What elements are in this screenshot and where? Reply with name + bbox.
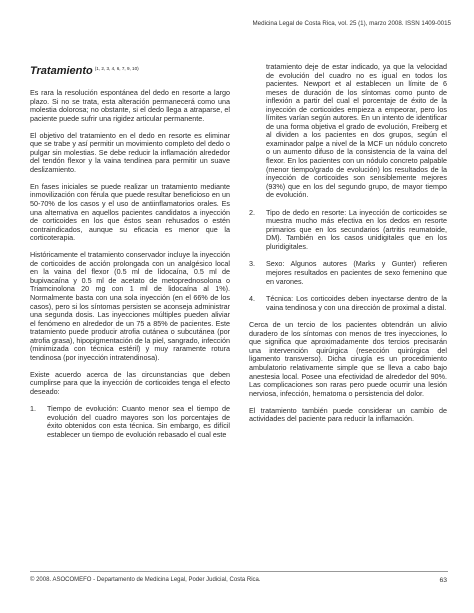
- paragraph-spontaneous-resolution: Es rara la resolución espontánea del dedo en resorte a largo plazo. Si no se trata, esta alteración permanecerá como una molestia dolorosa; no obstante, si el dedo llega a atraparse, el paciente puede sufrir una rigidez articular permanente.: [30, 88, 230, 123]
- footer-divider: [30, 571, 448, 572]
- right-column: [249, 63, 447, 432]
- section-title-references: (1, 2, 3, 4, 6, 7, 9, 10): [94, 66, 139, 71]
- left-column: [30, 62, 230, 448]
- conditions-list: [30, 405, 230, 439]
- section-title: [30, 62, 230, 78]
- list-item: [249, 260, 447, 286]
- list-item-number: 2.: [249, 207, 255, 217]
- list-item-continuation: tratamiento deje de estar indicado, ya que la velocidad de evolución del cuadro no es igual en todos los pacientes. Newport et al establecen un límite de 6 meses de duración de los síntomas como punto de inflexión a partir del cual el porcentaje de éxito de la inyección de corticoides empieza a empeorar, pero los límites varían según autores. En un intento de identificar de una forma objetiva el grado de evolución, Freiberg et al dividen a los pacientes en dos grupos, según el examinador palpe a nivel de la MCF un nódulo concreto o un aumento difuso de la consistencia de la vaina del flexor. En los pacientes con un nódulo concreto palpable (menor tiempo/grado de evolución) los resultados de la inyección de corticoides son sensiblemente mejores (93%) que en los del segundo grupo, de mayor tiempo de evolución.: [266, 62, 447, 200]
- list-item-text: Técnica: Los corticoides deben inyectarse dentro de la vaina tendinosa y con una dirección de proximal a distal.: [266, 294, 447, 312]
- list-item: [30, 405, 230, 439]
- list-item-text: Sexo: Algunos autores (Marks y Gunter) refieren mejores resultados en pacientes de sexo femenino que en varones.: [266, 259, 447, 286]
- list-item-text: Tipo de dedo en resorte: La inyección de corticoides se muestra mucho más efectiva en los dedos en resorte primarios que en los secundarios (artritis reumatoide, DM). También en los casos unidigitales que en los pluridigitales.: [266, 207, 447, 251]
- paragraph-surgical-treatment: Cerca de un tercio de los pacientes obtendrán un alivio duradero de los síntomas con menos de tres inyecciones, lo que significa que aproximadamente dos tercios precisarán una intervención quirúrgica (resección quirúrgica del ligamento transverso). Dicha cirugía es un procedimiento ambulatorio relativamente simple que se lleva a cabo bajo anestesia local. Posee una efectividad de alrededor del 90%. Las complicaciones son raras pero puede ocurrir una lesión nerviosa, infección, hematoma o persistencia del dolor.: [249, 320, 447, 398]
- paragraph-treatment-objective: El objetivo del tratamiento en el dedo en resorte es eliminar que se trabe y así permitir un movimiento completo del dedo o pulgar sin molestias. Se debe reducir la inflamación alrededor del tendón flexor y la vaina tendínea para permitir un suave deslizamiento.: [30, 130, 230, 174]
- list-item-number: 1.: [30, 404, 36, 413]
- list-item: [249, 295, 447, 312]
- list-item-text: Tiempo de evolución: Cuanto menor sea el tiempo de evolución del cuadro mayores son los porcentajes de éxito obtenidos con esta técnica. Sin embargo, es difícil establecer un tiempo de evolución rebasado el cual este: [47, 404, 230, 439]
- paragraph-activity-change: El tratamiento también puede considerar un cambio de actividades del paciente para reducir la inflamación.: [249, 405, 447, 424]
- paragraph-initial-phases: En fases iniciales se puede realizar un tratamiento mediante inmovilización con férula que puede resultar beneficioso en un 50-70% de los casos y el uso de antiinflamatorios orales. Es una alternativa en aquellos pacientes candidatos a inyección de corticoides en los que éstos sean rehusados o estén contraindicados, aunque su eficacia es menor que la corticoterapia.: [30, 181, 230, 243]
- list-item-number: 3.: [249, 259, 255, 269]
- list-item-number: 4.: [249, 294, 255, 304]
- footer-copyright: © 2008. ASOCOMEFO - Departamento de Medicina Legal, Poder Judicial, Costa Rica.: [30, 577, 261, 583]
- page-number: 63: [439, 577, 447, 584]
- paragraph-conservative-treatment: Históricamente el tratamiento conservador incluye la inyección de corticoides de acción prolongada con un analgésico local en la vaina del flexor (0.5 ml de lidocaína, 0.5 ml de bupivacaína y 0.5 ml de acetato de metoprednosolona o Triamcinolona 20 mg con 1 ml de lidocaína al 1%). Normalmente basta con una sola inyección (en el 66% de los casos), pero si los síntomas persisten se aconseja administrar una segunda dosis. Las inyecciones múltiples pueden aliviar el fenómeno en alrededor de un 75 a 85% de pacientes. Este tratamiento puede producir atrofia cutánea o subcutánea (por atrofia grasa), hipopigmentación de la piel, sangrado, infección (minimizada con técnica estéril) y muy raramente rotura tendinosa (por inyección intratendinosa).: [30, 250, 230, 362]
- running-header: Medicina Legal de Costa Rica, vol. 25 (1), marzo 2008. ISSN 1409-0015: [252, 20, 451, 27]
- conditions-list-continued: [249, 209, 447, 312]
- list-item: [249, 209, 447, 252]
- paragraph-conditions-intro: Existe acuerdo acerca de las circunstancias que deben cumplirse para que la inyección de corticoides tenga el efecto deseado:: [30, 369, 230, 396]
- section-title-text: Tratamiento: [30, 65, 93, 77]
